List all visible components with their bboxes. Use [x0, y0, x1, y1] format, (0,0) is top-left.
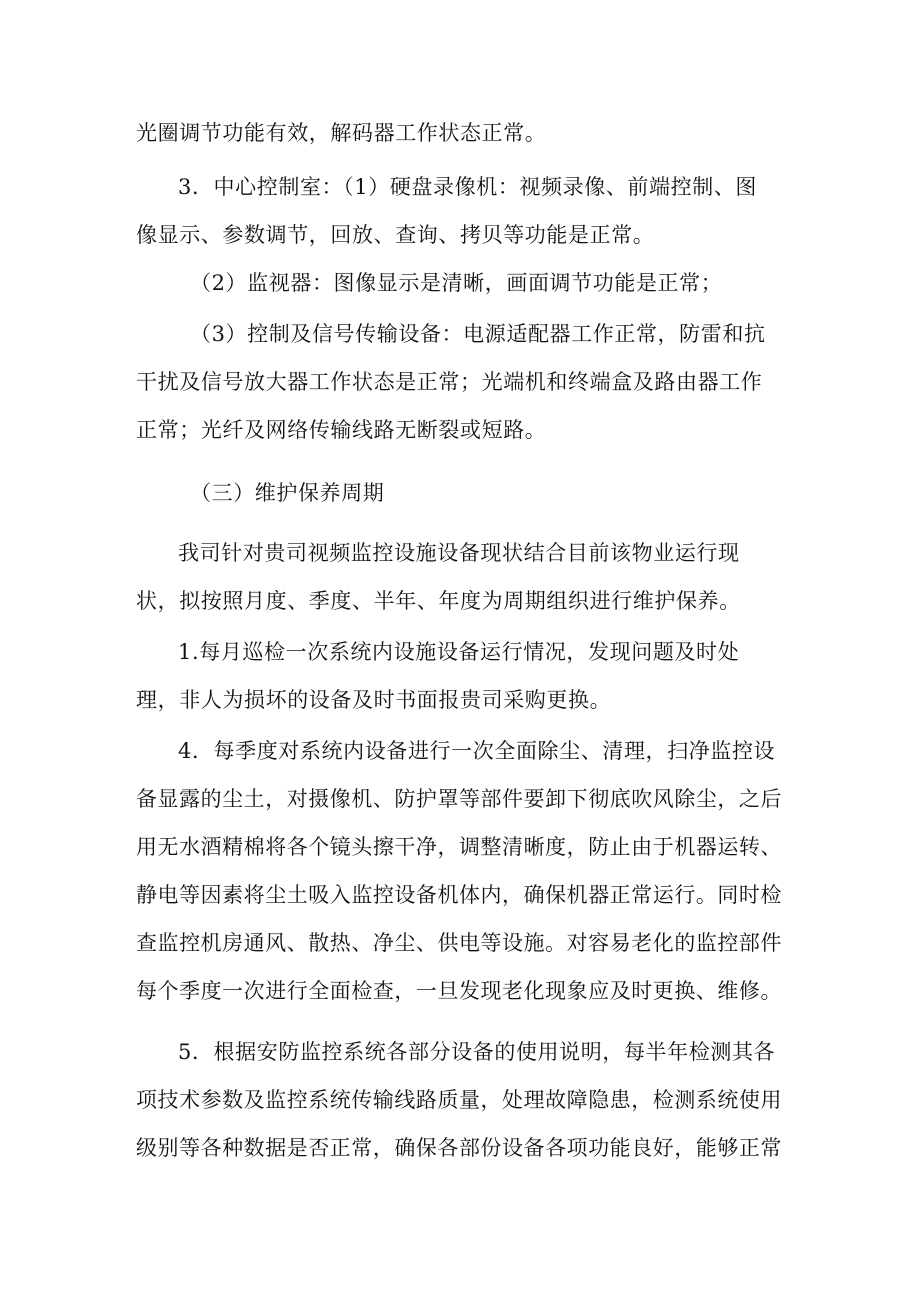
text-line: （3）控制及信号传输设备：电源适配器工作正常，防雷和抗 [190, 322, 766, 346]
text-line: 3．中心控制室：（1）硬盘录像机：视频录像、前端控制、图 [178, 175, 758, 199]
text-line: 我司针对贵司视频监控设施设备现状结合目前该物业运行现 [178, 541, 740, 565]
text-line: 用无水酒精棉将各个镜头擦干净，调整清晰度，防止由于机器运转、 [136, 835, 782, 859]
text-line: 5．根据安防监控系统各部分设备的使用说明，每半年检测其各 [178, 1040, 776, 1064]
text-line: 项技术参数及监控系统传输线路质量，处理故障隐患，检测系统使用 [136, 1088, 782, 1112]
text-line: 理，非人为损坏的设备及时书面报贵司采购更换。 [136, 688, 612, 712]
text-line: 1.每月巡检一次系统内设施设备运行情况，发现问题及时处 [178, 640, 740, 664]
text-line: 干扰及信号放大器工作状态是正常；光端机和终端盒及路由器工作 [136, 370, 763, 394]
text-line: 查监控机房通风、散热、净尘、供电等设施。对容易老化的监控部件 [136, 931, 782, 955]
text-line: 状，拟按照月度、季度、半年、年度为周期组织进行维护保养。 [136, 589, 741, 613]
text-line: 级别等各种数据是否正常，确保各部份设备各项功能良好，能够正常 [136, 1136, 782, 1160]
section-heading: （三）维护保养周期 [190, 481, 385, 505]
text-line: 正常；光纤及网络传输线路无断裂或短路。 [136, 418, 547, 442]
text-line: 每个季度一次进行全面检查，一旦发现老化现象应及时更换、维修。 [136, 979, 782, 1003]
text-line: 像显示、参数调节，回放、查询、拷贝等功能是正常。 [136, 223, 655, 247]
text-line: 备显露的尘土，对摄像机、防护罩等部件要卸下彻底吹风除尘，之后 [136, 787, 782, 811]
text-line: （2）监视器：图像显示是清晰，画面调节功能是正常； [190, 271, 723, 295]
text-line: 静电等因素将尘土吸入监控设备机体内，确保机器正常运行。同时检 [136, 883, 782, 907]
text-line: 4．每季度对系统内设备进行一次全面除尘、清理，扫净监控设 [178, 739, 776, 763]
text-line: 光圈调节功能有效，解码器工作状态正常。 [136, 121, 547, 145]
